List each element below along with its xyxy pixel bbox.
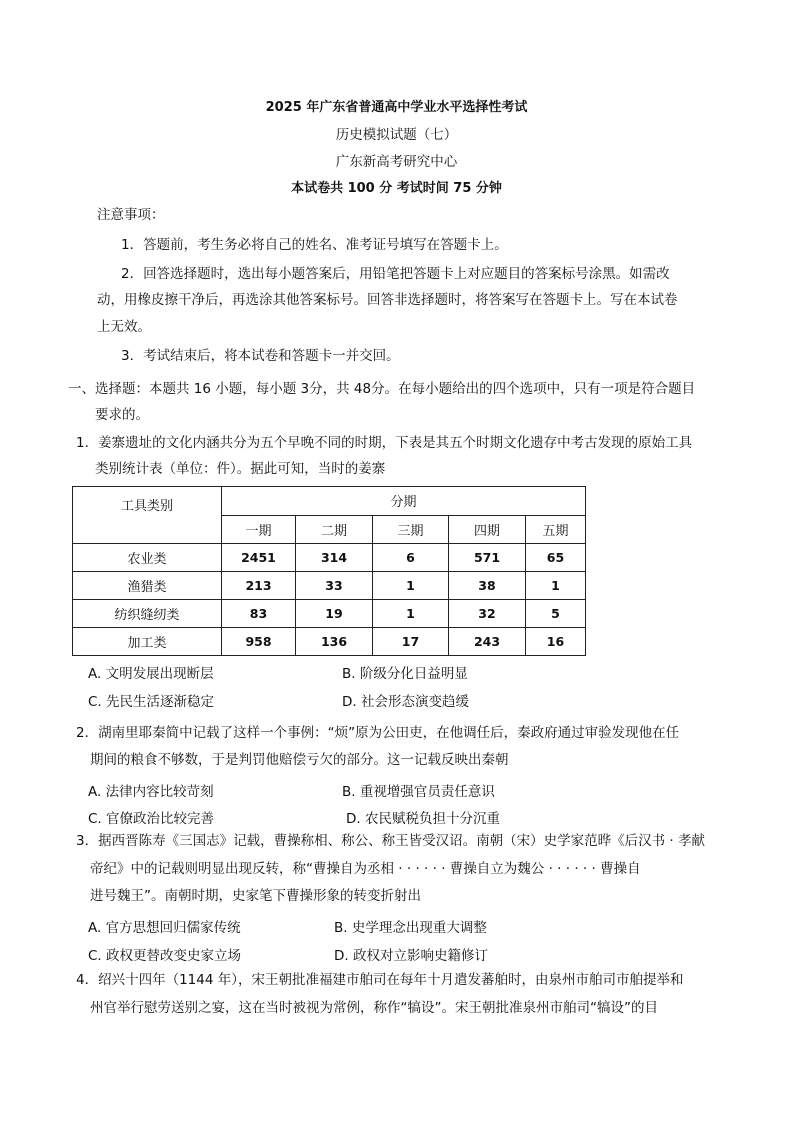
q1-option-d: D. 社会形态演变趋缓 xyxy=(342,694,469,710)
q2-option-b: B. 重视增强官员责任意识 xyxy=(342,784,495,800)
table-cell: 571 xyxy=(449,544,526,572)
notice-label: 注意事项： xyxy=(97,207,165,223)
notice-item-1: 1．答题前，考生务必将自己的姓名、准考证号填写在答题卡上。 xyxy=(121,237,508,253)
table-cell: 243 xyxy=(449,628,526,656)
table-cell: 1 xyxy=(373,572,449,600)
table-cell: 65 xyxy=(526,544,586,572)
table-cell: 1 xyxy=(373,600,449,628)
table-period-header: 五期 xyxy=(526,515,586,544)
q3-option-b: B. 史学理念出现重大调整 xyxy=(334,920,487,936)
exam-info: 本试卷共 100 分 考试时间 75 分钟 xyxy=(291,181,502,196)
q3-stem-line-2: 帝纪》中的记载则明显出现反转，称“曹操自为丞相 · · · · · · 曹操自立为魏公 · · · · · · 曹操自 xyxy=(90,861,641,877)
table-cell: 16 xyxy=(526,628,586,656)
q2-stem-line-1: 2．湖南里耶秦简中记载了这样一个事例：“烦”原为公田吏，在他调任后，秦政府通过审验发现他在任 xyxy=(76,725,680,741)
table-period-header: 二期 xyxy=(296,515,373,544)
q2-option-c: C. 官僚政治比较完善 xyxy=(88,811,215,827)
table-row xyxy=(73,572,586,600)
exam-title: 2025 年广东省普通高中学业水平选择性考试 xyxy=(265,100,528,115)
q4-stem-line-1: 4．绍兴十四年（1144 年），宋王朝批准福建市舶司在每年十月遣发蕃舶时，由泉州市舶司市舶提举和 xyxy=(76,972,684,988)
q1-option-a: A. 文明发展出现断层 xyxy=(88,666,214,682)
notice-item-2-line-2: 动，用橡皮擦干净后，再选涂其他答案标号。回答非选择题时，将答案写在答题卡上。写在本试卷 xyxy=(97,292,678,308)
table-cell: 32 xyxy=(449,600,526,628)
table-row-category: 农业类 xyxy=(73,544,222,572)
table-corner-header: 工具类别 xyxy=(73,487,222,544)
notice-item-2-line-3: 上无效。 xyxy=(97,319,151,335)
q3-stem-line-3: 进号魏王”。南朝时期，史家笔下曹操形象的转变折射出 xyxy=(90,888,421,904)
q3-stem-line-1: 3．据西晋陈寿《三国志》记载，曹操称相、称公、称王皆受汉诏。南朝（宋）史学家范晔《后汉书 · 孝献 xyxy=(76,833,705,849)
table-row-category: 渔猎类 xyxy=(73,572,222,600)
tool-statistics-table xyxy=(72,486,586,656)
table-period-header: 四期 xyxy=(449,515,526,544)
table-row xyxy=(73,600,586,628)
table-period-header: 三期 xyxy=(373,515,449,544)
table-cell: 2451 xyxy=(222,544,296,572)
exam-subtitle: 历史模拟试题（七） xyxy=(335,127,458,143)
q1-stem-line-1: 1．姜寨遗址的文化内涵共分为五个早晚不同的时期，下表是其五个时期文化遗存中考古发现的原始工具 xyxy=(76,435,693,451)
q1-option-c: C. 先民生活逐渐稳定 xyxy=(88,694,215,710)
q2-stem-line-2: 期间的粮食不够数，于是判罚他赔偿亏欠的部分。这一记载反映出秦朝 xyxy=(90,752,509,768)
table-row-category: 纺织缝纫类 xyxy=(73,600,222,628)
table-cell: 33 xyxy=(296,572,373,600)
section-heading-line-1: 一、选择题：本题共 16 小题，每小题 3分，共 48分。在每小题给出的四个选项中，只有一项是符合题目 xyxy=(68,381,696,397)
q1-stem-line-2: 类别统计表（单位：件）。据此可知，当时的姜寨 xyxy=(95,461,386,477)
table-cell: 136 xyxy=(296,628,373,656)
table-cell: 83 xyxy=(222,600,296,628)
q1-option-b: B. 阶级分化日益明显 xyxy=(342,666,468,682)
table-cell: 213 xyxy=(222,572,296,600)
q2-option-d: D. 农民赋税负担十分沉重 xyxy=(346,811,500,827)
q4-stem-line-2: 州官举行慰劳送别之宴，这在当时被视为常例，称作“犒设”。宋王朝批准泉州市舶司“犒设”的目 xyxy=(90,1000,658,1016)
table-row xyxy=(73,628,586,656)
q2-option-a: A. 法律内容比较苛刻 xyxy=(88,784,214,800)
table-cell: 314 xyxy=(296,544,373,572)
exam-organization: 广东新高考研究中心 xyxy=(335,154,458,170)
table-cell: 19 xyxy=(296,600,373,628)
table-group-header: 分期 xyxy=(222,487,586,516)
table-cell: 6 xyxy=(373,544,449,572)
table-row xyxy=(73,544,586,572)
table-period-header: 一期 xyxy=(222,515,296,544)
table-cell: 1 xyxy=(526,572,586,600)
table-cell: 17 xyxy=(373,628,449,656)
q3-option-a: A. 官方思想回归儒家传统 xyxy=(88,920,241,936)
table-cell: 958 xyxy=(222,628,296,656)
table-cell: 38 xyxy=(449,572,526,600)
q3-option-c: C. 政权更替改变史家立场 xyxy=(88,948,242,964)
table-cell: 5 xyxy=(526,600,586,628)
q3-option-d: D. 政权对立影响史籍修订 xyxy=(334,948,488,964)
notice-item-3: 3．考试结束后，将本试卷和答题卡一并交回。 xyxy=(121,348,400,364)
section-heading-line-2: 要求的。 xyxy=(95,407,149,423)
table-row-category: 加工类 xyxy=(73,628,222,656)
notice-item-2-line-1: 2．回答选择题时，选出每小题答案后，用铅笔把答题卡上对应题目的答案标号涂黑。如需改 xyxy=(121,266,670,282)
